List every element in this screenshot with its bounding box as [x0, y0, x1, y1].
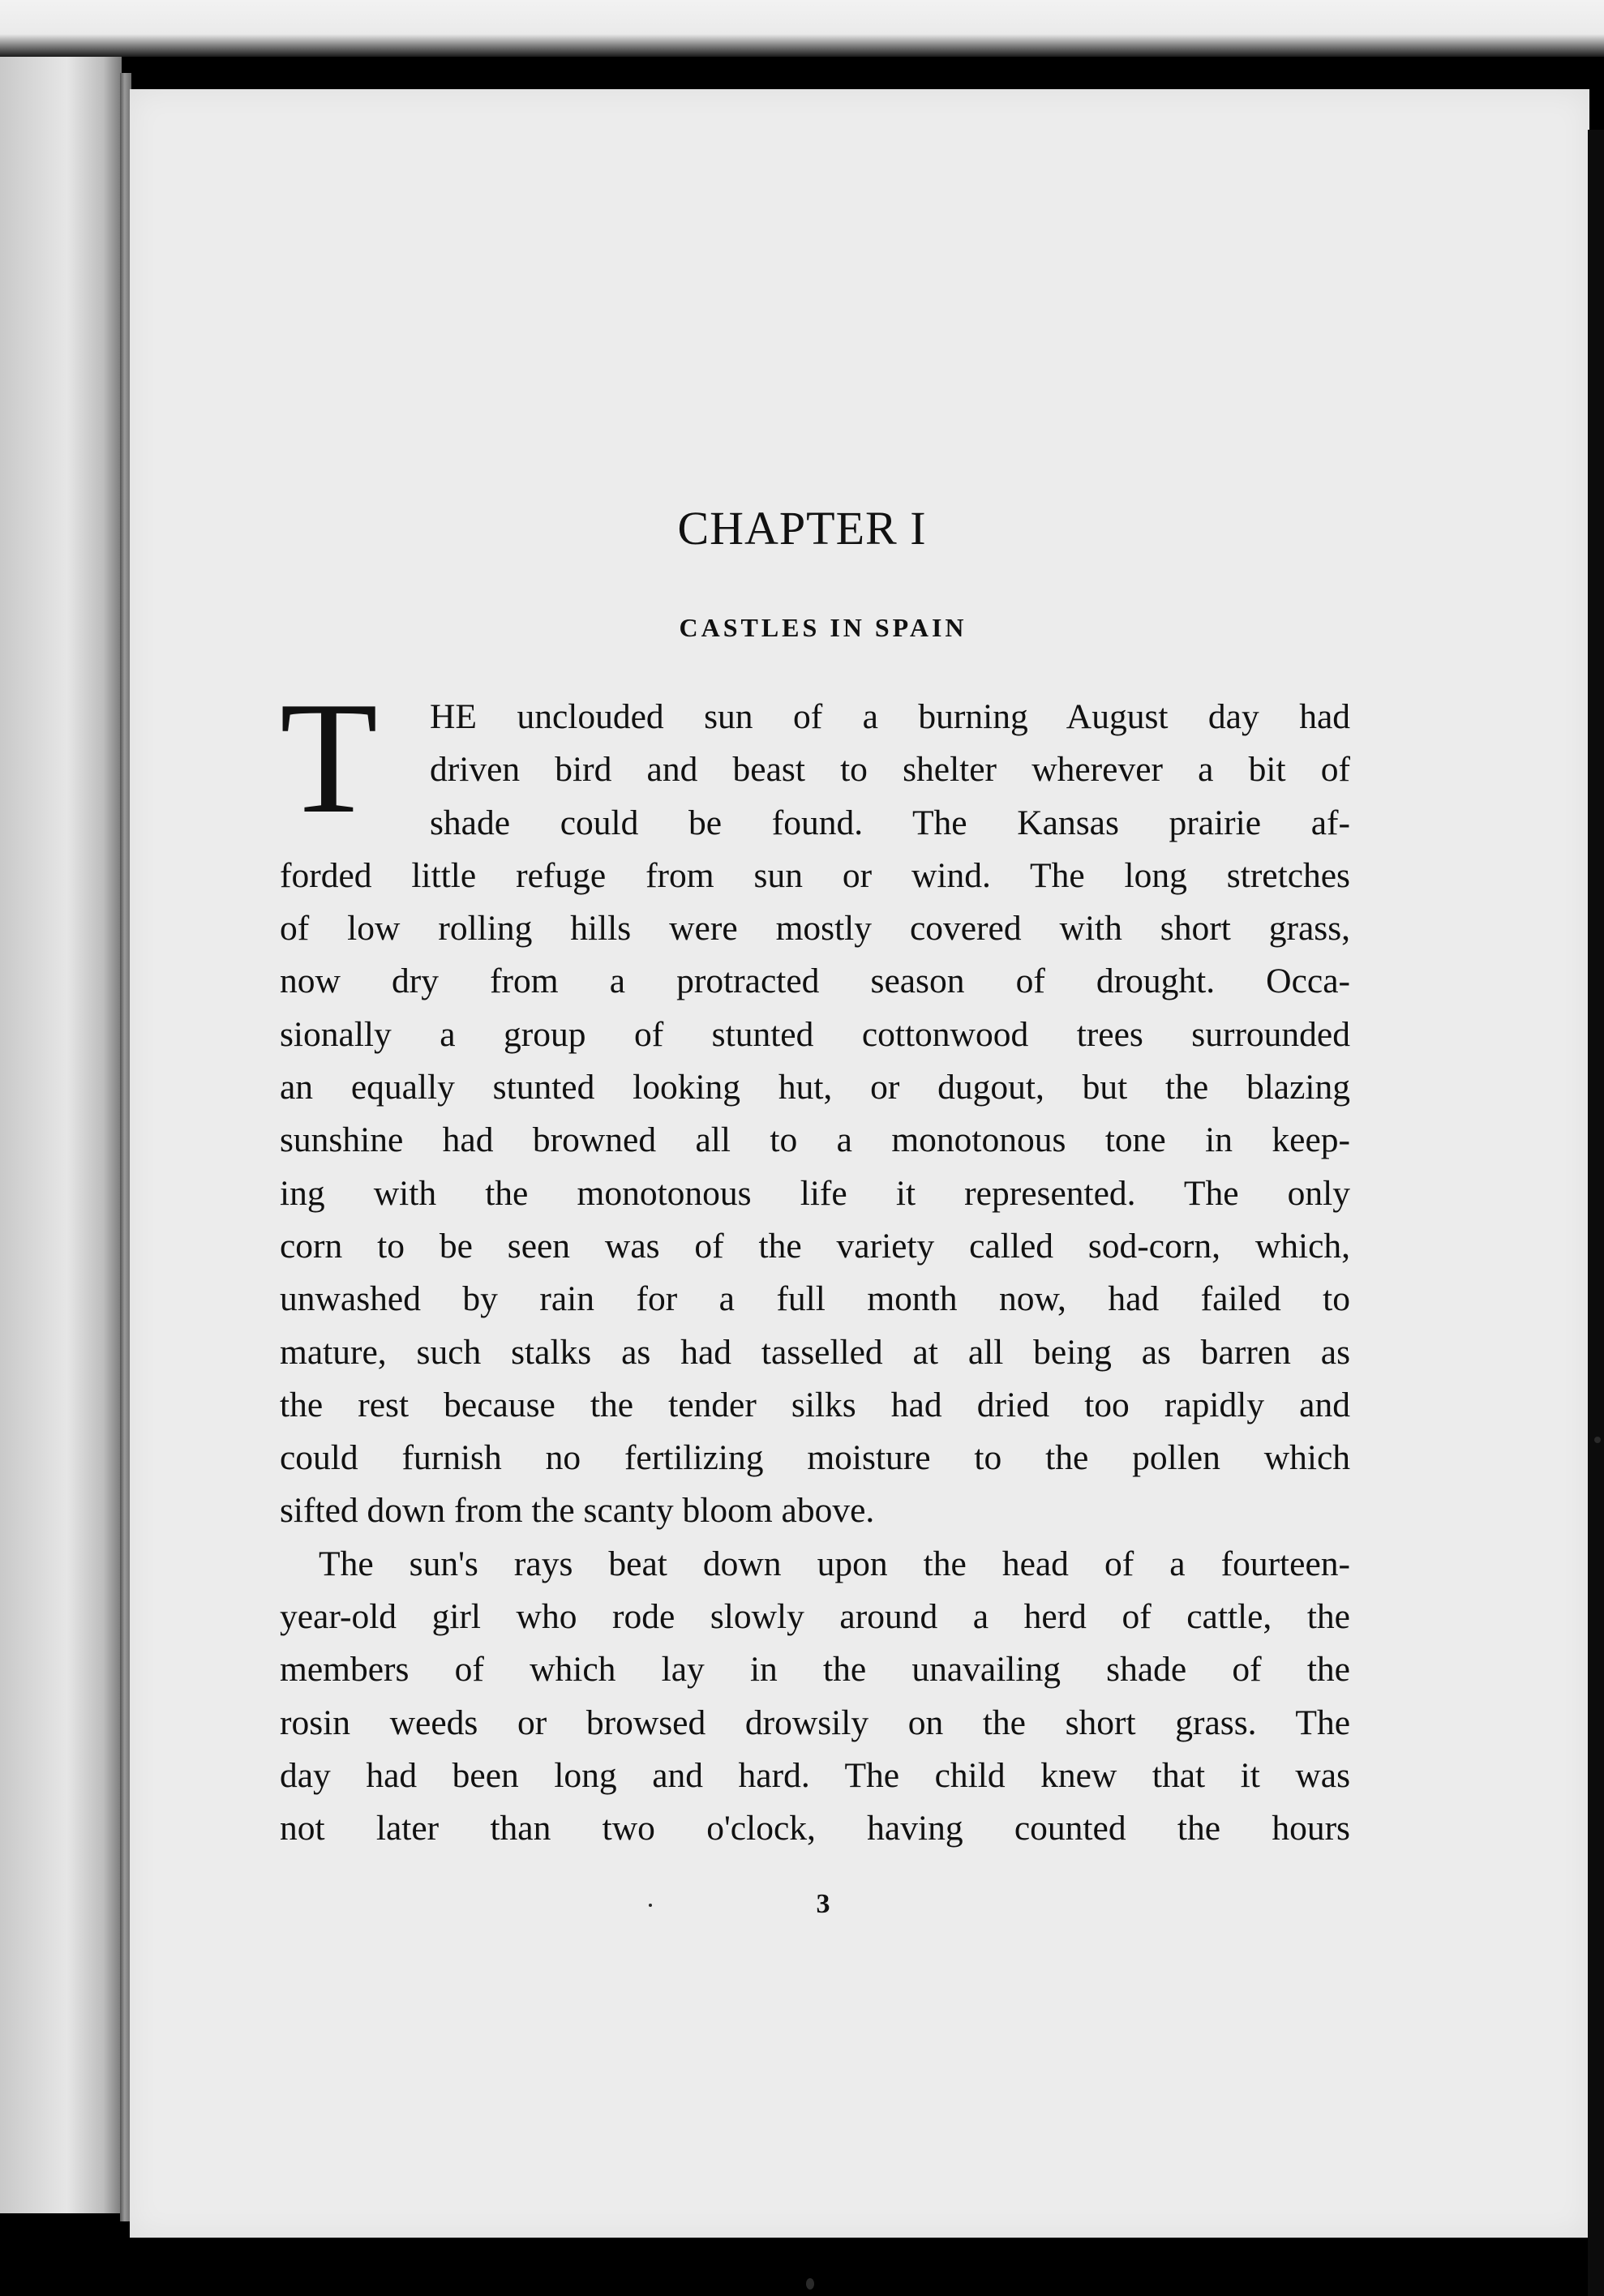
chapter-heading: CHAPTER I: [677, 502, 927, 555]
text-line: sionally a group of stunted cottonwood trees surrounded: [280, 1014, 1350, 1054]
text-line: corn to be seen was of the variety called sod-corn, which,: [280, 1226, 1350, 1266]
chapter-subtitle: CASTLES IN SPAIN: [679, 613, 967, 642]
text-line: forded little refuge from sun or wind. The long stretches: [280, 855, 1350, 895]
text-line: could furnish no fertilizing moisture to the pollen which: [280, 1438, 1350, 1478]
text-line: now dry from a protracted season of drought. Occa-: [280, 962, 1350, 1001]
text-line: HE unclouded sun of a burning August day had: [430, 697, 1350, 736]
text-line: members of which lay in the unavailing shade of the: [280, 1650, 1350, 1690]
text-line: day had been long and hard. The child knew that it was: [280, 1755, 1350, 1795]
paragraph-2: [280, 1538, 1350, 1856]
text-line: ing with the monotonous life it represented. The only: [280, 1173, 1350, 1213]
text-line: rosin weeds or browsed drowsily on the short grass. The: [280, 1703, 1350, 1742]
page-right-edge: [1588, 130, 1604, 2296]
top-margin-strip: [0, 0, 1604, 57]
text-line: driven bird and beast to shelter wherever a bit of: [430, 750, 1350, 790]
text-line: not later than two o'clock, having counted the hours: [280, 1809, 1350, 1848]
drop-cap-letter: T: [280, 669, 378, 846]
paragraph-1: [280, 669, 1350, 1538]
text-line: shade could be found. The Kansas prairie af-: [430, 803, 1350, 842]
text-line: The sun's rays beat down upon the head of a fourteen-: [319, 1544, 1350, 1583]
scan-speck: [806, 2278, 814, 2290]
text-line: an equally stunted looking hut, or dugout, but the blazing: [280, 1068, 1350, 1107]
scan-speck: [1594, 1437, 1601, 1443]
scan-speck: [649, 1904, 652, 1907]
page-number: 3: [816, 1889, 830, 1919]
text-line: of low rolling hills were mostly covered with short grass,: [280, 909, 1350, 949]
text-line: unwashed by rain for a full month now, had failed to: [280, 1279, 1350, 1319]
text-line: sunshine had browned all to a monotonous tone in keep-: [280, 1120, 1350, 1160]
chapter-body-text: [280, 669, 1350, 1856]
text-line: year-old girl who rode slowly around a herd of cattle, the: [280, 1597, 1350, 1637]
text-line: mature, such stalks as had tasselled at all being as barren as: [280, 1332, 1350, 1372]
text-line: sifted down from the scanty bloom above.: [280, 1491, 875, 1531]
text-line: the rest because the tender silks had dried too rapidly and: [280, 1385, 1350, 1424]
